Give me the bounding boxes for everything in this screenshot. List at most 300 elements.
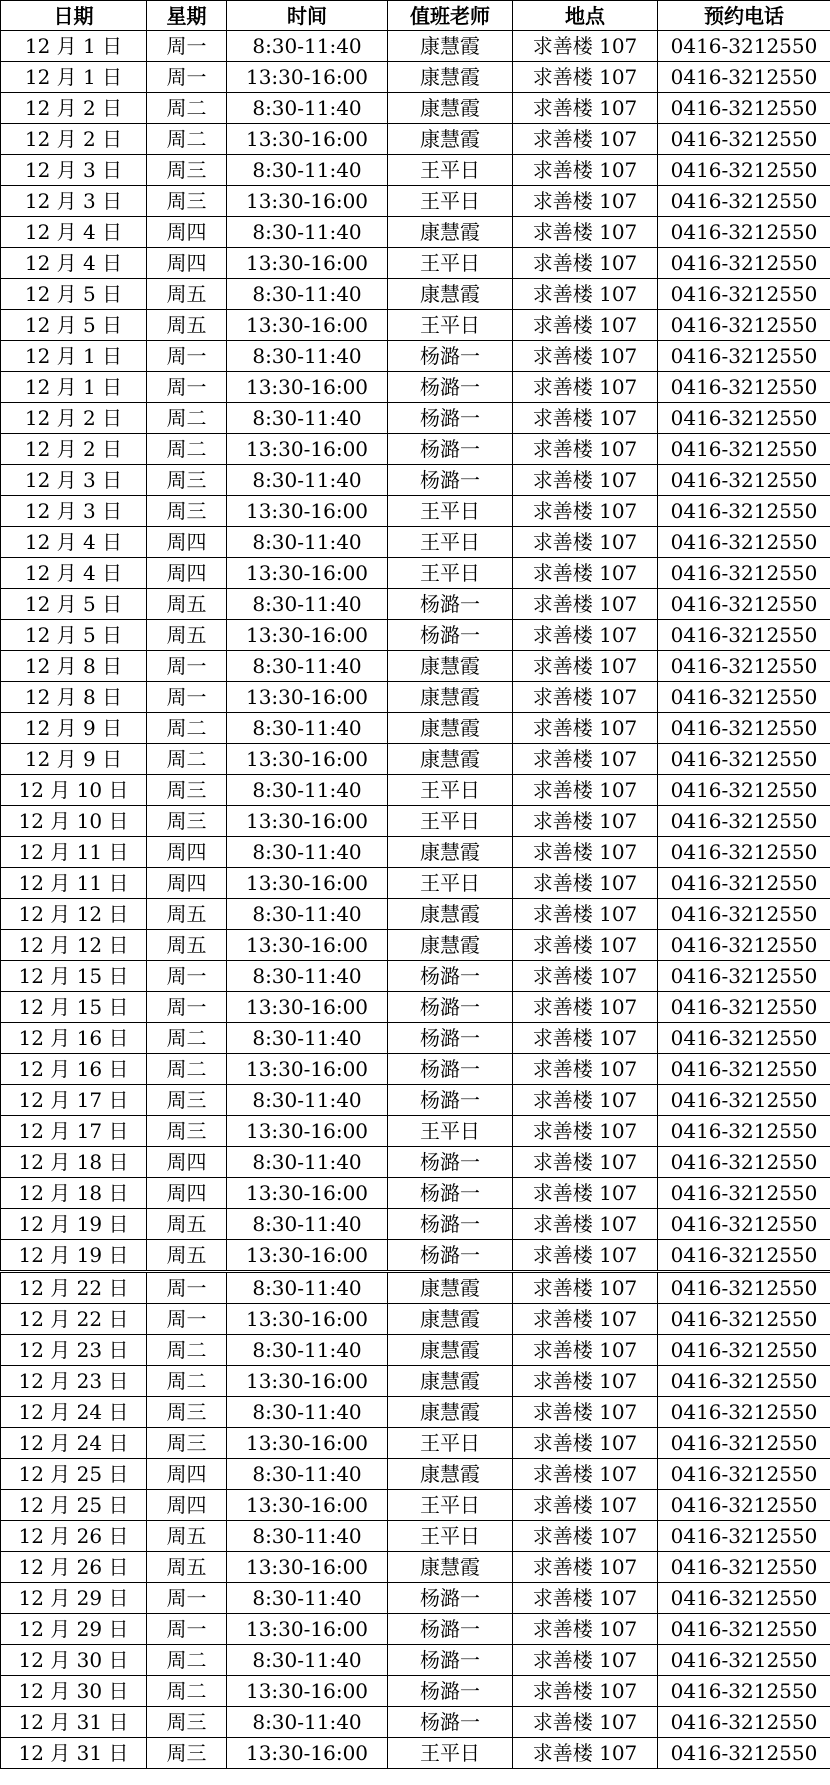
time-cell: 13:30-16:00 bbox=[227, 682, 388, 713]
table-row bbox=[1, 1428, 830, 1459]
phone-cell: 0416-3212550 bbox=[658, 1272, 830, 1304]
table-body bbox=[1, 31, 830, 1769]
date-cell: 12 月 3 日 bbox=[1, 155, 147, 186]
table-row bbox=[1, 713, 830, 744]
weekday-cell: 周四 bbox=[147, 1147, 227, 1178]
teacher-cell: 杨潞一 bbox=[388, 620, 513, 651]
date-cell: 12 月 3 日 bbox=[1, 496, 147, 527]
date-cell: 12 月 15 日 bbox=[1, 961, 147, 992]
table-row bbox=[1, 155, 830, 186]
phone-cell: 0416-3212550 bbox=[658, 155, 830, 186]
location-cell: 求善楼 107 bbox=[513, 713, 658, 744]
weekday-cell: 周一 bbox=[147, 1614, 227, 1645]
weekday-cell: 周三 bbox=[147, 155, 227, 186]
location-cell: 求善楼 107 bbox=[513, 1645, 658, 1676]
location-cell: 求善楼 107 bbox=[513, 868, 658, 899]
phone-cell: 0416-3212550 bbox=[658, 403, 830, 434]
date-cell: 12 月 9 日 bbox=[1, 713, 147, 744]
teacher-cell: 王平日 bbox=[388, 496, 513, 527]
phone-cell: 0416-3212550 bbox=[658, 341, 830, 372]
weekday-cell: 周四 bbox=[147, 868, 227, 899]
weekday-cell: 周二 bbox=[147, 124, 227, 155]
teacher-cell: 康慧霞 bbox=[388, 217, 513, 248]
weekday-cell: 周一 bbox=[147, 1583, 227, 1614]
location-cell: 求善楼 107 bbox=[513, 1738, 658, 1769]
location-cell: 求善楼 107 bbox=[513, 1428, 658, 1459]
table-row bbox=[1, 806, 830, 837]
teacher-cell: 王平日 bbox=[388, 558, 513, 589]
table-row bbox=[1, 1490, 830, 1521]
phone-cell: 0416-3212550 bbox=[658, 1304, 830, 1335]
location-cell: 求善楼 107 bbox=[513, 1583, 658, 1614]
phone-cell: 0416-3212550 bbox=[658, 930, 830, 961]
teacher-cell: 王平日 bbox=[388, 1428, 513, 1459]
phone-cell: 0416-3212550 bbox=[658, 93, 830, 124]
table-row bbox=[1, 589, 830, 620]
time-cell: 13:30-16:00 bbox=[227, 992, 388, 1023]
date-cell: 12 月 8 日 bbox=[1, 682, 147, 713]
date-cell: 12 月 4 日 bbox=[1, 248, 147, 279]
phone-cell: 0416-3212550 bbox=[658, 496, 830, 527]
date-cell: 12 月 19 日 bbox=[1, 1209, 147, 1240]
phone-cell: 0416-3212550 bbox=[658, 434, 830, 465]
time-cell: 8:30-11:40 bbox=[227, 1521, 388, 1552]
time-cell: 13:30-16:00 bbox=[227, 434, 388, 465]
phone-cell: 0416-3212550 bbox=[658, 1240, 830, 1272]
time-cell: 13:30-16:00 bbox=[227, 744, 388, 775]
teacher-cell: 杨潞一 bbox=[388, 434, 513, 465]
teacher-cell: 康慧霞 bbox=[388, 62, 513, 93]
teacher-cell: 康慧霞 bbox=[388, 837, 513, 868]
phone-cell: 0416-3212550 bbox=[658, 124, 830, 155]
teacher-cell: 杨潞一 bbox=[388, 589, 513, 620]
time-cell: 8:30-11:40 bbox=[227, 465, 388, 496]
date-cell: 12 月 23 日 bbox=[1, 1335, 147, 1366]
teacher-cell: 王平日 bbox=[388, 806, 513, 837]
location-cell: 求善楼 107 bbox=[513, 186, 658, 217]
teacher-cell: 杨潞一 bbox=[388, 1614, 513, 1645]
time-cell: 13:30-16:00 bbox=[227, 1366, 388, 1397]
phone-cell: 0416-3212550 bbox=[658, 1366, 830, 1397]
table-row bbox=[1, 124, 830, 155]
weekday-cell: 周四 bbox=[147, 1459, 227, 1490]
weekday-cell: 周五 bbox=[147, 1521, 227, 1552]
time-cell: 13:30-16:00 bbox=[227, 124, 388, 155]
date-cell: 12 月 31 日 bbox=[1, 1738, 147, 1769]
teacher-cell: 康慧霞 bbox=[388, 1272, 513, 1304]
phone-cell: 0416-3212550 bbox=[658, 620, 830, 651]
teacher-cell: 杨潞一 bbox=[388, 341, 513, 372]
location-cell: 求善楼 107 bbox=[513, 1397, 658, 1428]
location-cell: 求善楼 107 bbox=[513, 527, 658, 558]
date-cell: 12 月 24 日 bbox=[1, 1428, 147, 1459]
location-cell: 求善楼 107 bbox=[513, 1240, 658, 1272]
location-cell: 求善楼 107 bbox=[513, 1272, 658, 1304]
phone-cell: 0416-3212550 bbox=[658, 1552, 830, 1583]
table-row bbox=[1, 1272, 830, 1304]
table-row bbox=[1, 837, 830, 868]
time-cell: 8:30-11:40 bbox=[227, 403, 388, 434]
date-cell: 12 月 1 日 bbox=[1, 341, 147, 372]
phone-cell: 0416-3212550 bbox=[658, 1397, 830, 1428]
table-row bbox=[1, 1335, 830, 1366]
date-cell: 12 月 3 日 bbox=[1, 186, 147, 217]
weekday-cell: 周五 bbox=[147, 930, 227, 961]
location-cell: 求善楼 107 bbox=[513, 589, 658, 620]
weekday-cell: 周五 bbox=[147, 310, 227, 341]
time-cell: 8:30-11:40 bbox=[227, 713, 388, 744]
time-cell: 13:30-16:00 bbox=[227, 1428, 388, 1459]
table-row bbox=[1, 1366, 830, 1397]
weekday-cell: 周三 bbox=[147, 1116, 227, 1147]
phone-cell: 0416-3212550 bbox=[658, 1738, 830, 1769]
phone-cell: 0416-3212550 bbox=[658, 651, 830, 682]
time-cell: 13:30-16:00 bbox=[227, 1116, 388, 1147]
time-cell: 8:30-11:40 bbox=[227, 589, 388, 620]
phone-cell: 0416-3212550 bbox=[658, 217, 830, 248]
phone-cell: 0416-3212550 bbox=[658, 465, 830, 496]
table-row bbox=[1, 1459, 830, 1490]
weekday-cell: 周二 bbox=[147, 744, 227, 775]
location-cell: 求善楼 107 bbox=[513, 1707, 658, 1738]
teacher-cell: 杨潞一 bbox=[388, 1209, 513, 1240]
time-cell: 8:30-11:40 bbox=[227, 217, 388, 248]
time-cell: 13:30-16:00 bbox=[227, 868, 388, 899]
date-cell: 12 月 19 日 bbox=[1, 1240, 147, 1272]
table-row bbox=[1, 744, 830, 775]
date-cell: 12 月 2 日 bbox=[1, 403, 147, 434]
date-cell: 12 月 12 日 bbox=[1, 899, 147, 930]
location-cell: 求善楼 107 bbox=[513, 1335, 658, 1366]
phone-cell: 0416-3212550 bbox=[658, 372, 830, 403]
teacher-cell: 康慧霞 bbox=[388, 31, 513, 62]
phone-cell: 0416-3212550 bbox=[658, 1178, 830, 1209]
weekday-cell: 周五 bbox=[147, 620, 227, 651]
teacher-cell: 康慧霞 bbox=[388, 651, 513, 682]
table-row bbox=[1, 1023, 830, 1054]
weekday-cell: 周一 bbox=[147, 62, 227, 93]
table-row bbox=[1, 341, 830, 372]
time-cell: 8:30-11:40 bbox=[227, 1209, 388, 1240]
location-cell: 求善楼 107 bbox=[513, 1676, 658, 1707]
teacher-cell: 杨潞一 bbox=[388, 1676, 513, 1707]
location-cell: 求善楼 107 bbox=[513, 310, 658, 341]
table-row bbox=[1, 868, 830, 899]
phone-cell: 0416-3212550 bbox=[658, 1335, 830, 1366]
teacher-cell: 王平日 bbox=[388, 527, 513, 558]
time-cell: 13:30-16:00 bbox=[227, 558, 388, 589]
weekday-cell: 周四 bbox=[147, 837, 227, 868]
weekday-cell: 周二 bbox=[147, 1335, 227, 1366]
phone-cell: 0416-3212550 bbox=[658, 248, 830, 279]
weekday-cell: 周五 bbox=[147, 1240, 227, 1272]
weekday-cell: 周二 bbox=[147, 434, 227, 465]
teacher-cell: 杨潞一 bbox=[388, 372, 513, 403]
phone-cell: 0416-3212550 bbox=[658, 713, 830, 744]
location-cell: 求善楼 107 bbox=[513, 1304, 658, 1335]
table-row bbox=[1, 186, 830, 217]
date-cell: 12 月 16 日 bbox=[1, 1023, 147, 1054]
table-row bbox=[1, 1707, 830, 1738]
table-row bbox=[1, 1521, 830, 1552]
location-cell: 求善楼 107 bbox=[513, 434, 658, 465]
table-row bbox=[1, 620, 830, 651]
location-cell: 求善楼 107 bbox=[513, 1147, 658, 1178]
time-cell: 13:30-16:00 bbox=[227, 1552, 388, 1583]
time-cell: 8:30-11:40 bbox=[227, 961, 388, 992]
teacher-cell: 杨潞一 bbox=[388, 1085, 513, 1116]
location-cell: 求善楼 107 bbox=[513, 930, 658, 961]
teacher-cell: 康慧霞 bbox=[388, 1397, 513, 1428]
teacher-cell: 康慧霞 bbox=[388, 682, 513, 713]
table-row bbox=[1, 682, 830, 713]
date-cell: 12 月 25 日 bbox=[1, 1490, 147, 1521]
location-cell: 求善楼 107 bbox=[513, 62, 658, 93]
date-cell: 12 月 1 日 bbox=[1, 31, 147, 62]
date-cell: 12 月 18 日 bbox=[1, 1147, 147, 1178]
weekday-cell: 周四 bbox=[147, 558, 227, 589]
date-cell: 12 月 17 日 bbox=[1, 1085, 147, 1116]
table-row bbox=[1, 496, 830, 527]
weekday-cell: 周三 bbox=[147, 1738, 227, 1769]
weekday-cell: 周五 bbox=[147, 1209, 227, 1240]
teacher-cell: 康慧霞 bbox=[388, 744, 513, 775]
date-cell: 12 月 1 日 bbox=[1, 372, 147, 403]
table-row bbox=[1, 465, 830, 496]
weekday-cell: 周五 bbox=[147, 279, 227, 310]
location-cell: 求善楼 107 bbox=[513, 465, 658, 496]
time-cell: 8:30-11:40 bbox=[227, 837, 388, 868]
location-cell: 求善楼 107 bbox=[513, 558, 658, 589]
weekday-cell: 周二 bbox=[147, 93, 227, 124]
teacher-cell: 杨潞一 bbox=[388, 1240, 513, 1272]
date-cell: 12 月 18 日 bbox=[1, 1178, 147, 1209]
location-cell: 求善楼 107 bbox=[513, 279, 658, 310]
teacher-cell: 王平日 bbox=[388, 1116, 513, 1147]
time-cell: 8:30-11:40 bbox=[227, 31, 388, 62]
weekday-cell: 周一 bbox=[147, 961, 227, 992]
location-cell: 求善楼 107 bbox=[513, 651, 658, 682]
time-cell: 8:30-11:40 bbox=[227, 279, 388, 310]
phone-cell: 0416-3212550 bbox=[658, 1116, 830, 1147]
table-row bbox=[1, 1614, 830, 1645]
location-cell: 求善楼 107 bbox=[513, 1521, 658, 1552]
time-cell: 8:30-11:40 bbox=[227, 1583, 388, 1614]
table-row bbox=[1, 1397, 830, 1428]
weekday-cell: 周一 bbox=[147, 992, 227, 1023]
time-cell: 8:30-11:40 bbox=[227, 899, 388, 930]
date-cell: 12 月 4 日 bbox=[1, 558, 147, 589]
phone-cell: 0416-3212550 bbox=[658, 837, 830, 868]
date-cell: 12 月 30 日 bbox=[1, 1645, 147, 1676]
date-cell: 12 月 25 日 bbox=[1, 1459, 147, 1490]
teacher-cell: 康慧霞 bbox=[388, 930, 513, 961]
location-cell: 求善楼 107 bbox=[513, 837, 658, 868]
date-cell: 12 月 12 日 bbox=[1, 930, 147, 961]
date-cell: 12 月 11 日 bbox=[1, 868, 147, 899]
teacher-cell: 杨潞一 bbox=[388, 992, 513, 1023]
phone-cell: 0416-3212550 bbox=[658, 62, 830, 93]
location-cell: 求善楼 107 bbox=[513, 1209, 658, 1240]
table-row bbox=[1, 1178, 830, 1209]
weekday-cell: 周四 bbox=[147, 248, 227, 279]
date-cell: 12 月 3 日 bbox=[1, 465, 147, 496]
phone-cell: 0416-3212550 bbox=[658, 775, 830, 806]
location-cell: 求善楼 107 bbox=[513, 620, 658, 651]
phone-cell: 0416-3212550 bbox=[658, 1583, 830, 1614]
teacher-cell: 康慧霞 bbox=[388, 899, 513, 930]
weekday-cell: 周二 bbox=[147, 1676, 227, 1707]
teacher-cell: 康慧霞 bbox=[388, 1304, 513, 1335]
phone-cell: 0416-3212550 bbox=[658, 1085, 830, 1116]
table-row bbox=[1, 434, 830, 465]
time-cell: 13:30-16:00 bbox=[227, 1490, 388, 1521]
teacher-cell: 王平日 bbox=[388, 1490, 513, 1521]
table-row bbox=[1, 403, 830, 434]
phone-cell: 0416-3212550 bbox=[658, 868, 830, 899]
location-cell: 求善楼 107 bbox=[513, 31, 658, 62]
phone-cell: 0416-3212550 bbox=[658, 806, 830, 837]
phone-cell: 0416-3212550 bbox=[658, 992, 830, 1023]
table-row bbox=[1, 93, 830, 124]
table-row bbox=[1, 310, 830, 341]
weekday-cell: 周四 bbox=[147, 1490, 227, 1521]
time-cell: 13:30-16:00 bbox=[227, 1054, 388, 1085]
teacher-cell: 康慧霞 bbox=[388, 1552, 513, 1583]
table-row bbox=[1, 558, 830, 589]
teacher-cell: 杨潞一 bbox=[388, 1054, 513, 1085]
table-row bbox=[1, 217, 830, 248]
location-cell: 求善楼 107 bbox=[513, 496, 658, 527]
weekday-cell: 周三 bbox=[147, 1707, 227, 1738]
teacher-cell: 杨潞一 bbox=[388, 1645, 513, 1676]
table-row bbox=[1, 372, 830, 403]
teacher-cell: 王平日 bbox=[388, 1521, 513, 1552]
time-cell: 13:30-16:00 bbox=[227, 930, 388, 961]
weekday-cell: 周三 bbox=[147, 1428, 227, 1459]
location-cell: 求善楼 107 bbox=[513, 93, 658, 124]
weekday-cell: 周二 bbox=[147, 1366, 227, 1397]
teacher-cell: 杨潞一 bbox=[388, 1147, 513, 1178]
weekday-cell: 周一 bbox=[147, 31, 227, 62]
date-cell: 12 月 24 日 bbox=[1, 1397, 147, 1428]
weekday-cell: 周三 bbox=[147, 496, 227, 527]
teacher-cell: 康慧霞 bbox=[388, 1366, 513, 1397]
location-cell: 求善楼 107 bbox=[513, 992, 658, 1023]
table-row bbox=[1, 31, 830, 62]
location-cell: 求善楼 107 bbox=[513, 682, 658, 713]
table-row bbox=[1, 279, 830, 310]
header-teacher: 值班老师 bbox=[388, 1, 513, 31]
teacher-cell: 王平日 bbox=[388, 186, 513, 217]
location-cell: 求善楼 107 bbox=[513, 775, 658, 806]
phone-cell: 0416-3212550 bbox=[658, 1490, 830, 1521]
time-cell: 13:30-16:00 bbox=[227, 806, 388, 837]
weekday-cell: 周四 bbox=[147, 1178, 227, 1209]
phone-cell: 0416-3212550 bbox=[658, 1676, 830, 1707]
weekday-cell: 周一 bbox=[147, 1304, 227, 1335]
date-cell: 12 月 17 日 bbox=[1, 1116, 147, 1147]
table-row bbox=[1, 775, 830, 806]
location-cell: 求善楼 107 bbox=[513, 124, 658, 155]
phone-cell: 0416-3212550 bbox=[658, 1521, 830, 1552]
weekday-cell: 周一 bbox=[147, 341, 227, 372]
teacher-cell: 杨潞一 bbox=[388, 1583, 513, 1614]
weekday-cell: 周四 bbox=[147, 217, 227, 248]
table-row bbox=[1, 1738, 830, 1769]
date-cell: 12 月 11 日 bbox=[1, 837, 147, 868]
teacher-cell: 王平日 bbox=[388, 868, 513, 899]
teacher-cell: 王平日 bbox=[388, 155, 513, 186]
time-cell: 8:30-11:40 bbox=[227, 1707, 388, 1738]
time-cell: 8:30-11:40 bbox=[227, 1335, 388, 1366]
header-phone: 预约电话 bbox=[658, 1, 830, 31]
weekday-cell: 周一 bbox=[147, 1272, 227, 1304]
phone-cell: 0416-3212550 bbox=[658, 589, 830, 620]
date-cell: 12 月 30 日 bbox=[1, 1676, 147, 1707]
date-cell: 12 月 2 日 bbox=[1, 124, 147, 155]
table-row bbox=[1, 527, 830, 558]
time-cell: 13:30-16:00 bbox=[227, 1614, 388, 1645]
location-cell: 求善楼 107 bbox=[513, 1490, 658, 1521]
teacher-cell: 杨潞一 bbox=[388, 1707, 513, 1738]
date-cell: 12 月 1 日 bbox=[1, 62, 147, 93]
weekday-cell: 周三 bbox=[147, 1397, 227, 1428]
phone-cell: 0416-3212550 bbox=[658, 1614, 830, 1645]
location-cell: 求善楼 107 bbox=[513, 372, 658, 403]
weekday-cell: 周三 bbox=[147, 1085, 227, 1116]
weekday-cell: 周二 bbox=[147, 1054, 227, 1085]
table-row bbox=[1, 930, 830, 961]
weekday-cell: 周三 bbox=[147, 806, 227, 837]
date-cell: 12 月 2 日 bbox=[1, 93, 147, 124]
time-cell: 8:30-11:40 bbox=[227, 155, 388, 186]
weekday-cell: 周二 bbox=[147, 403, 227, 434]
weekday-cell: 周二 bbox=[147, 713, 227, 744]
phone-cell: 0416-3212550 bbox=[658, 1023, 830, 1054]
phone-cell: 0416-3212550 bbox=[658, 1054, 830, 1085]
location-cell: 求善楼 107 bbox=[513, 961, 658, 992]
time-cell: 13:30-16:00 bbox=[227, 1738, 388, 1769]
date-cell: 12 月 4 日 bbox=[1, 527, 147, 558]
table-row bbox=[1, 899, 830, 930]
weekday-cell: 周二 bbox=[147, 1645, 227, 1676]
teacher-cell: 康慧霞 bbox=[388, 124, 513, 155]
table-row bbox=[1, 248, 830, 279]
date-cell: 12 月 2 日 bbox=[1, 434, 147, 465]
teacher-cell: 王平日 bbox=[388, 1738, 513, 1769]
date-cell: 12 月 5 日 bbox=[1, 620, 147, 651]
time-cell: 8:30-11:40 bbox=[227, 1085, 388, 1116]
location-cell: 求善楼 107 bbox=[513, 744, 658, 775]
date-cell: 12 月 29 日 bbox=[1, 1614, 147, 1645]
date-cell: 12 月 26 日 bbox=[1, 1552, 147, 1583]
phone-cell: 0416-3212550 bbox=[658, 899, 830, 930]
location-cell: 求善楼 107 bbox=[513, 1459, 658, 1490]
date-cell: 12 月 8 日 bbox=[1, 651, 147, 682]
time-cell: 13:30-16:00 bbox=[227, 1304, 388, 1335]
teacher-cell: 王平日 bbox=[388, 775, 513, 806]
date-cell: 12 月 26 日 bbox=[1, 1521, 147, 1552]
time-cell: 13:30-16:00 bbox=[227, 186, 388, 217]
date-cell: 12 月 4 日 bbox=[1, 217, 147, 248]
location-cell: 求善楼 107 bbox=[513, 341, 658, 372]
location-cell: 求善楼 107 bbox=[513, 1178, 658, 1209]
date-cell: 12 月 15 日 bbox=[1, 992, 147, 1023]
teacher-cell: 康慧霞 bbox=[388, 279, 513, 310]
location-cell: 求善楼 107 bbox=[513, 403, 658, 434]
date-cell: 12 月 31 日 bbox=[1, 1707, 147, 1738]
